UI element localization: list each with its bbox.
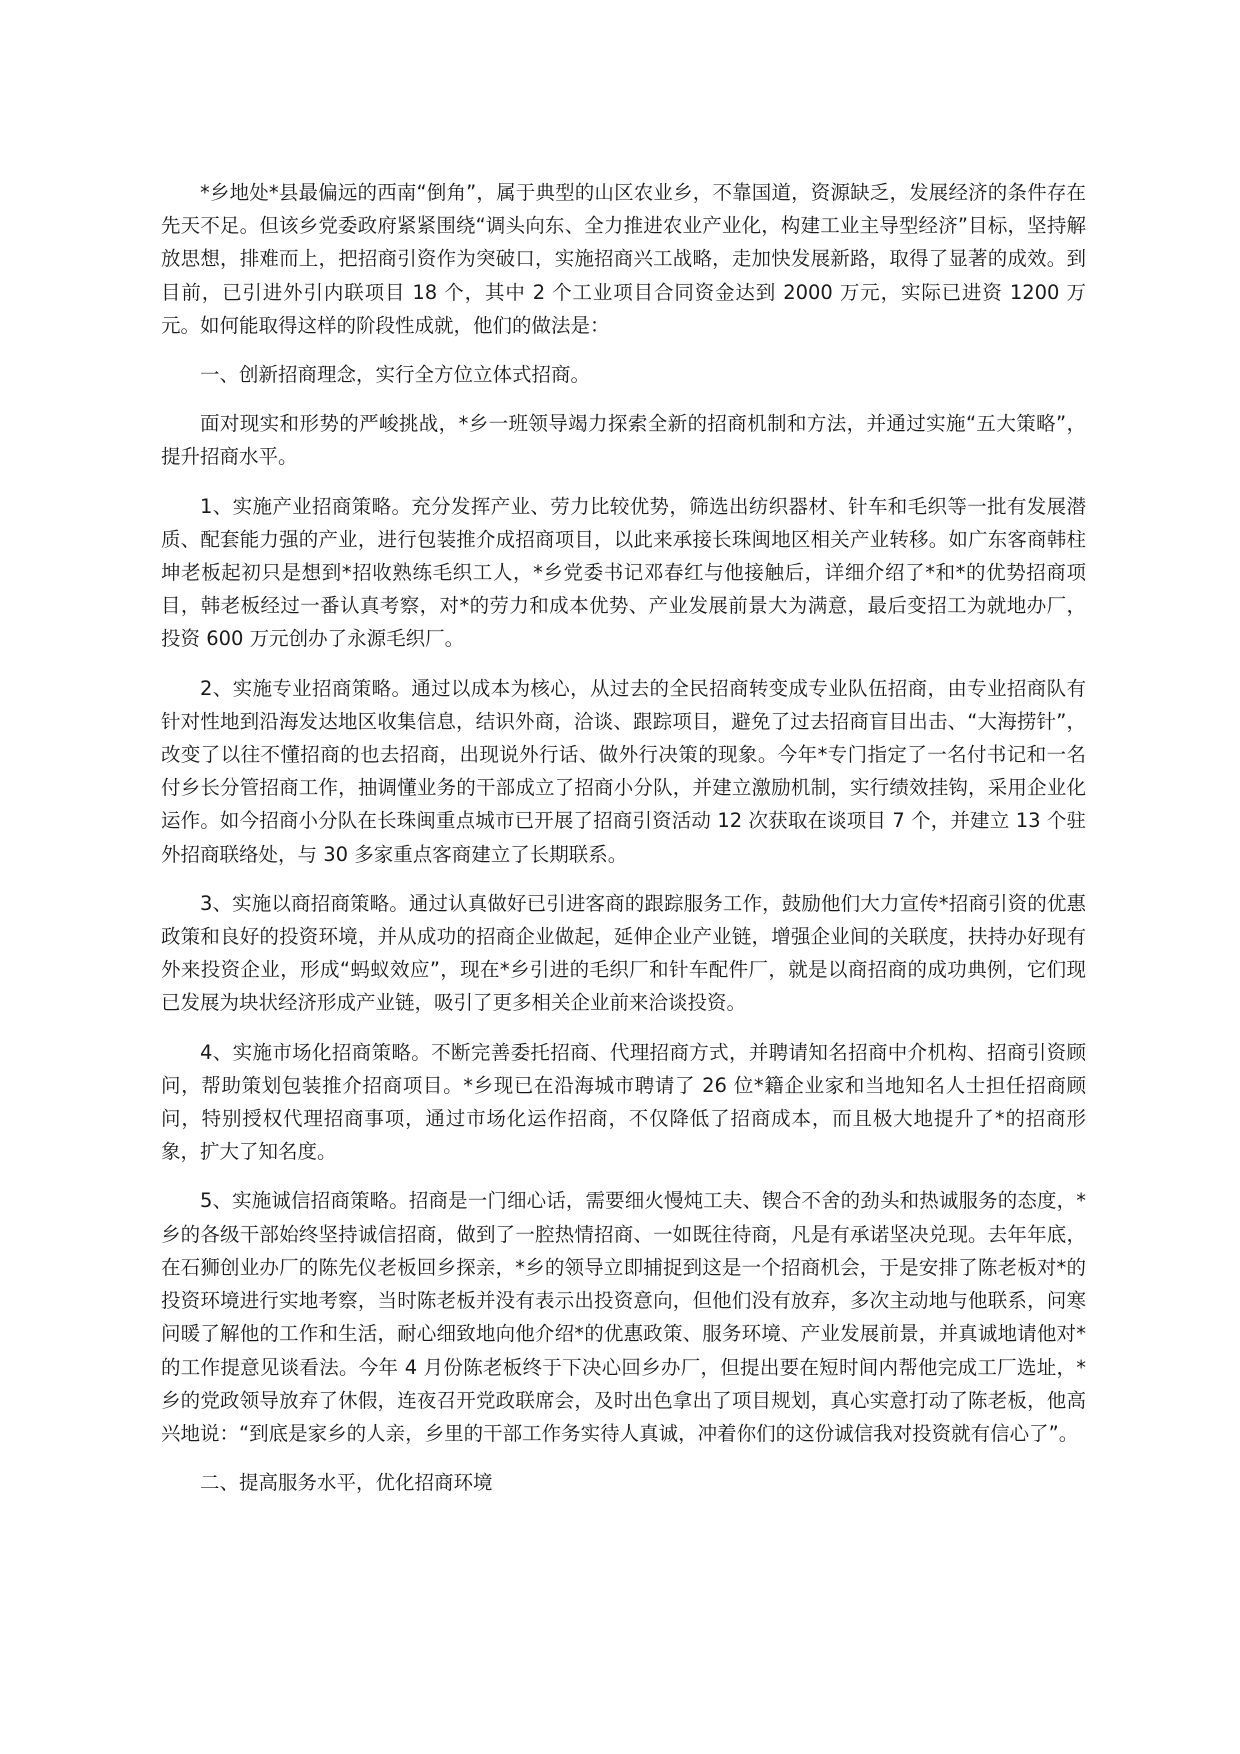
strategy-paragraph-3: 3、实施以商招商策略。通过认真做好已引进客商的跟踪服务工作，鼓励他们大力宣传*招商引资的优惠政策和良好的投资环境，并从成功的招商企业做起，延伸企业产业链，增强企业间的关联度，扶持办好现有外来投资企业，形成“蚂蚁效应”，现在*乡引进的毛织厂和针车配件厂，就是以商招商的成功典例，它们现已发展为块状经济形成产业链，吸引了更多相关企业前来洽谈投资。 (161, 891, 1086, 1015)
document-page (161, 176, 1086, 1515)
strategy-paragraph-2: 2、实施专业招商策略。通过以成本为核心，从过去的全民招商转变成专业队伍招商，由专业招商队有针对性地到沿海发达地区收集信息，结识外商，洽谈、跟踪项目，避免了过去招商盲目出击、“大海捞针”，改变了以往不懂招商的也去招商，出现说外行话、做外行决策的现象。今年*专门指定了一名付书记和一名付乡长分管招商工作，抽调懂业务的干部成立了招商小分队，并建立激励机制，实行绩效挂钩，采用企业化运作。如今招商小分队在长珠闽重点城市已开展了招商引资活动 12 次获取在谈项目 7 个，并建立 13 个驻外招商联络处，与 30 多家重点客商建立了长期联系。 (161, 676, 1086, 866)
strategy-paragraph-5: 5、实施诚信招商策略。招商是一门细心话，需要细火慢炖工夫、锲合不舍的劲头和热诚服务的态度，*乡的各级干部始终坚持诚信招商，做到了一腔热情招商、一如既往待商，凡是有承诺坚决兑现。去年年底，在石狮创业办厂的陈先仪老板回乡探亲，*乡的领导立即捕捉到这是一个招商机会，于是安排了陈老板对*的投资环境进行实地考察，当时陈老板并没有表示出投资意向，但他们没有放弃，多次主动地与他联系，问寒问暖了解他的工作和生活，耐心细致地向他介绍*的优惠政策、服务环境、产业发展前景，并真诚地请他对*的工作提意见谈看法。今年 4 月份陈老板终于下决心回乡办厂，但提出要在短时间内帮他完成工厂选址，*乡的党政领导放弃了休假，连夜召开党政联席会，及时出色拿出了项目规划，真心实意打动了陈老板，他高兴地说：“到底是家乡的人亲，乡里的干部工作务实待人真诚，冲着你们的这份诚信我对投资就有信心了”。 (161, 1189, 1086, 1445)
intro-paragraph: *乡地处*县最偏远的西南“倒角”，属于典型的山区农业乡，不靠国道，资源缺乏，发展经济的条件存在先天不足。但该乡党委政府紧紧围绕“调头向东、全力推进农业产业化，构建工业主导型经济”目标，坚持解放思想，排难而上，把招商引资作为突破口，实施招商兴工战略，走加快发展新路，取得了显著的成效。到目前，已引进外引内联项目 18 个，其中 2 个工业项目合同资金达到 2000 万元，实际已进资 1200 万元。如何能取得这样的阶段性成就，他们的做法是： (161, 181, 1086, 337)
strategy-paragraph-1: 1、实施产业招商策略。充分发挥产业、劳力比较优势，筛选出纺织器材、针车和毛织等一批有发展潜质、配套能力强的产业，进行包装推介成招商项目，以此来承接长珠闽地区相关产业转移。如广东客商韩柱坤老板起初只是想到*招收熟练毛织工人，*乡党委书记邓春红与他接触后，详细介绍了*和*的优势招商项目，韩老板经过一番认真考察，对*的劳力和成本优势、产业发展前景大为满意，最后变招工为就地办厂，投资 600 万元创办了永源毛织厂。 (161, 494, 1086, 651)
section-heading-2: 二、提高服务水平，优化招商环境 (200, 1471, 493, 1495)
body-paragraph: 面对现实和形势的严峻挑战，*乡一班领导竭力探索全新的招商机制和方法，并通过实施“五大策略”，提升招商水平。 (161, 412, 1086, 469)
section-heading-1: 一、创新招商理念，实行全方位立体式招商。 (200, 363, 591, 387)
strategy-paragraph-4: 4、实施市场化招商策略。不断完善委托招商、代理招商方式，并聘请知名招商中介机构、招商引资顾问，帮助策划包装推介招商项目。*乡现已在沿海城市聘请了 26 位*籍企业家和当地知名人士担任招商顾问，特别授权代理招商事项，通过市场化运作招商，不仅降低了招商成本，而且极大地提升了*的招商形象，扩大了知名度。 (161, 1040, 1086, 1164)
